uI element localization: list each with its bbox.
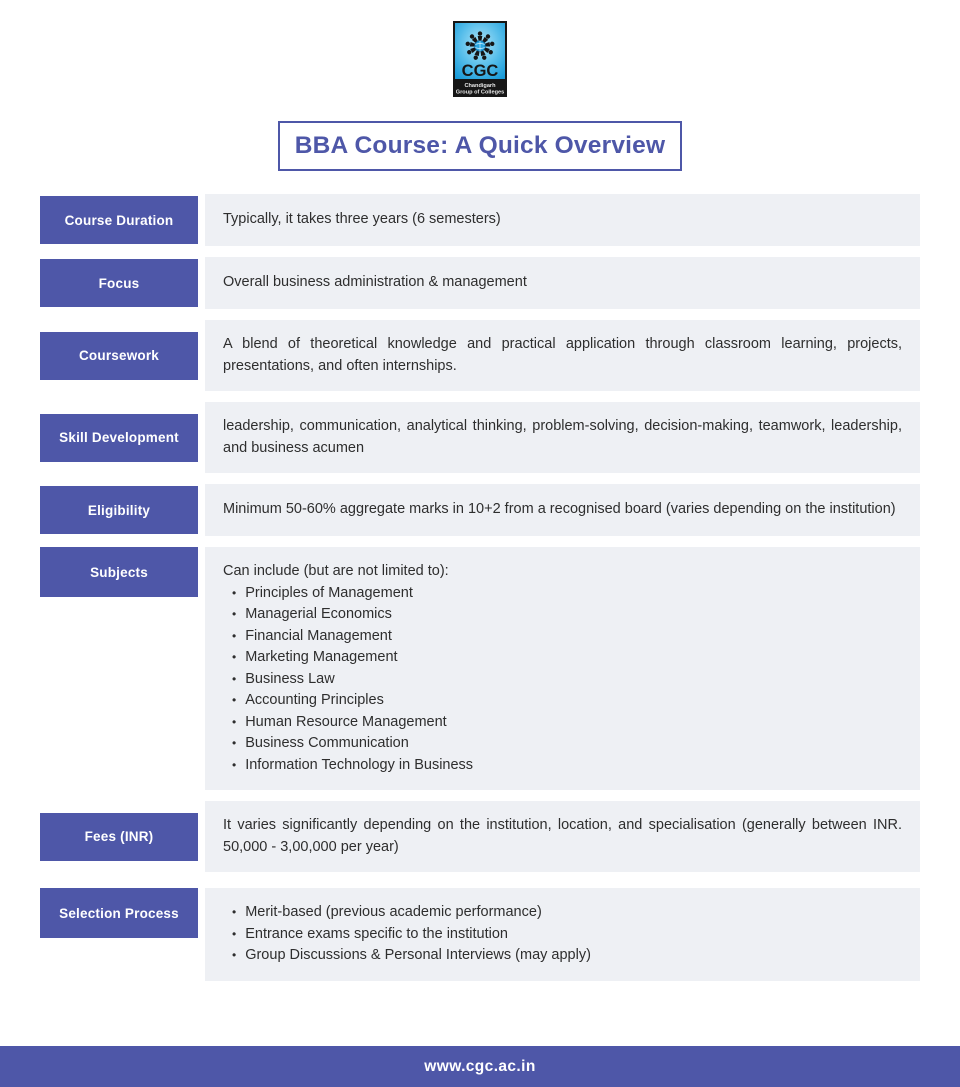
list-item (232, 669, 902, 691)
row-paragraph: Minimum 50-60% aggregate marks in 10+2 from a recognised board (varies depending on the institution) (223, 501, 896, 518)
list-item-text: Marketing Management (245, 649, 398, 665)
table-row (40, 320, 920, 391)
list-item (232, 712, 902, 734)
row-paragraph: A blend of theoretical knowledge and practical application through classroom learning, projects, presentations, and often internships. (223, 336, 902, 374)
cgc-logo-icon (453, 21, 507, 97)
row-label: Coursework (40, 332, 198, 380)
table-row (40, 484, 920, 536)
row-paragraph: Overall business administration & management (223, 274, 527, 291)
list-item (232, 647, 902, 669)
bullet-icon: • (232, 736, 237, 750)
table-row (40, 888, 920, 981)
row-intro: Can include (but are not limited to): (223, 563, 449, 579)
list-item (232, 690, 902, 712)
bullet-icon: • (232, 905, 237, 919)
row-content (205, 484, 920, 536)
row-content (205, 320, 920, 391)
list-item-text: Group Discussions & Personal Interviews (may apply) (245, 947, 591, 963)
row-content (205, 194, 920, 246)
row-content (205, 402, 920, 473)
list-item (232, 755, 902, 777)
row-paragraph: leadership, communication, analytical thinking, problem-solving, decision-making, teamwork, leadership, and business acumen (223, 418, 902, 456)
row-label: Eligibility (40, 486, 198, 534)
page-header (0, 0, 960, 97)
bullet-list (223, 583, 902, 777)
list-item-text: Information Technology in Business (245, 756, 474, 773)
list-item-text: Merit-based (previous academic performance) (245, 904, 542, 920)
bullet-icon: • (232, 757, 237, 772)
footer-bar (0, 1046, 960, 1087)
bullet-list (223, 902, 902, 967)
row-content (205, 547, 920, 790)
info-table (40, 194, 920, 981)
logo-org-line2: Group of Colleges (455, 89, 505, 96)
row-label: Skill Development (40, 414, 198, 462)
bullet-icon: • (232, 607, 237, 621)
list-item-text: Business Law (245, 670, 335, 687)
row-label: Course Duration (40, 196, 198, 244)
table-row (40, 257, 920, 309)
title-wrap (0, 121, 960, 171)
bullet-icon: • (232, 650, 237, 664)
list-item (232, 733, 902, 755)
list-item-text: Managerial Economics (245, 606, 392, 622)
row-label: Subjects (40, 547, 198, 597)
logo-acronym: CGC (461, 62, 499, 80)
bullet-icon: • (232, 585, 237, 600)
row-content (205, 888, 920, 981)
row-label: Focus (40, 259, 198, 307)
logo-org-line1: Chandigarh (464, 83, 496, 89)
list-item (232, 626, 902, 648)
table-row (40, 402, 920, 473)
list-item (232, 924, 902, 946)
table-row (40, 547, 920, 790)
page-title: BBA Course: A Quick Overview (278, 121, 682, 171)
row-content (205, 801, 920, 872)
row-label: Selection Process (40, 888, 198, 938)
list-item-text: Business Communication (245, 735, 409, 751)
bullet-icon: • (232, 671, 237, 686)
list-item-text: Principles of Management (245, 584, 413, 601)
row-label: Fees (INR) (40, 813, 198, 861)
bullet-icon: • (232, 628, 237, 643)
table-row (40, 194, 920, 246)
list-item-text: Accounting Principles (245, 692, 384, 708)
row-paragraph: It varies significantly depending on the institution, location, and specialisation (generally between INR. 50,000 - 3,00,000 per year) (223, 817, 902, 855)
list-item (232, 583, 902, 605)
list-item-text: Entrance exams specific to the institution (245, 925, 508, 942)
list-item (232, 604, 902, 626)
list-item-text: Human Resource Management (245, 713, 447, 730)
footer-url: www.cgc.ac.in (424, 1057, 536, 1075)
bullet-icon: • (232, 693, 237, 707)
row-paragraph: Typically, it takes three years (6 semesters) (223, 211, 501, 228)
bullet-icon: • (232, 948, 237, 962)
list-item (232, 902, 902, 924)
bullet-icon: • (232, 714, 237, 729)
list-item-text: Financial Management (245, 627, 392, 644)
row-content (205, 257, 920, 309)
table-row (40, 801, 920, 872)
list-item (232, 945, 902, 967)
bullet-icon: • (232, 926, 237, 941)
